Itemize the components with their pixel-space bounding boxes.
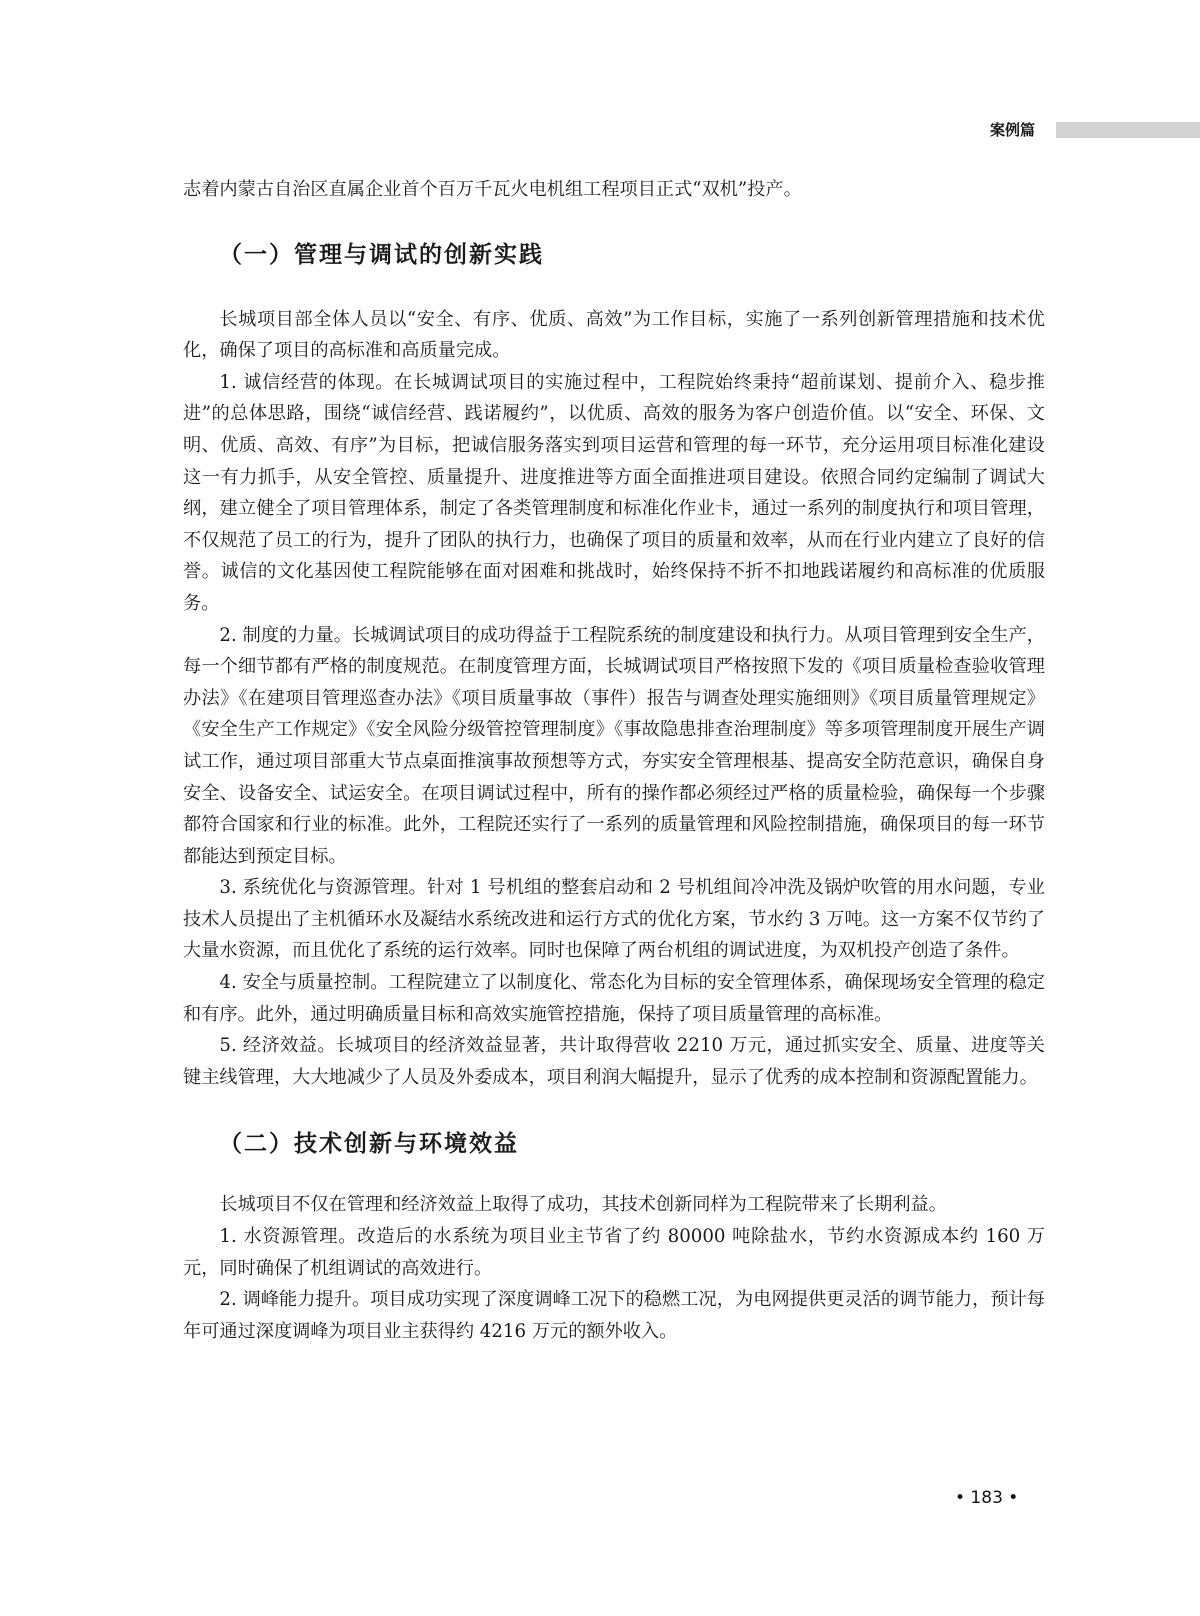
section-heading-1: （一）管理与调试的创新实践 bbox=[219, 240, 544, 268]
page-body bbox=[183, 174, 1045, 1347]
section2-item-2: 2. 调峰能力提升。项目成功实现了深度调峰工况下的稳燃工况，为电网提供更灵活的调节能力，预计每年可通过深度调峰为项目业主获得约 4216 万元的额外收入。 bbox=[183, 1289, 1045, 1342]
section1-intro: 长城项目部全体人员以“安全、有序、优质、高效”为工作目标，实施了一系列创新管理措施和技术优化，确保了项目的高标准和高质量完成。 bbox=[183, 308, 1045, 362]
section1-item-1: 1. 诚信经营的体现。在长城调试项目的实施过程中，工程院始终秉持“超前谋划、提前介入、稳步推进”的总体思路，围绕“诚信经营、践诺履约”，以优质、高效的服务为客户创造价值。以“安全、环保、文明、优质、高效、有序”为目标，把诚信服务落实到项目运营和管理的每一环节，充分运用项目标准化建设这一有力抓手，从安全管控、质量提升、进度推进等方面全面推进项目建设。依照合同约定编制了调试大纲，建立健全了项目管理体系，制定了各类管理制度和标准化作业卡，通过一系列的制度执行和项目管理，不仅规范了员工的行为，提升了团队的执行力，也确保了项目的质量和效率，从而在行业内建立了良好的信誉。诚信的文化基因使工程院能够在面对困难和挑战时，始终保持不折不扣地践诺履约和高标准的优质服务。 bbox=[183, 371, 1045, 614]
page-number: • 183 • bbox=[955, 1488, 1019, 1508]
section1-item-2: 2. 制度的力量。长城调试项目的成功得益于工程院系统的制度建设和执行力。从项目管理到安全生产，每一个细节都有严格的制度规范。在制度管理方面，长城调试项目严格按照下发的《项目质量检查验收管理办法》《在建项目管理巡查办法》《项目质量事故（事件）报告与调查处理实施细则》《项目质量管理规定》《安全生产工作规定》《安全风险分级管控管理制度》《事故隐患排查治理制度》等多项管理制度开展生产调试工作，通过项目部重大节点桌面推演事故预想等方式，夯实安全管理根基、提高安全防范意识，确保自身安全、设备安全、试运安全。在项目调试过程中，所有的操作都必须经过严格的质量检验，确保每一个步骤都符合国家和行业的标准。此外，工程院还实行了一系列的质量管理和风险控制措施，确保项目的每一环节都能达到预定目标。 bbox=[183, 624, 1045, 867]
section1-item-5: 5. 经济效益。长城项目的经济效益显著，共计取得营收 2210 万元，通过抓实安全、质量、进度等关键主线管理，大大地减少了人员及外委成本，项目利润大幅提升，显示了优秀的成本控制和资源配置能力。 bbox=[183, 1035, 1045, 1088]
section1-item-4: 4. 安全与质量控制。工程院建立了以制度化、常态化为目标的安全管理体系，确保现场安全管理的稳定和有序。此外，通过明确质量目标和高效实施管控措施，保持了项目质量管理的高标准。 bbox=[183, 972, 1045, 1025]
section2-item-1: 1. 水资源管理。改造后的水系统为项目业主节省了约 80000 吨除盐水，节约水资源成本约 160 万元，同时确保了机组调试的高效进行。 bbox=[183, 1226, 1045, 1279]
section2-intro: 长城项目不仅在管理和经济效益上取得了成功，其技术创新同样为工程院带来了长期利益。 bbox=[219, 1194, 947, 1216]
section-heading-2: （二）技术创新与环境效益 bbox=[219, 1130, 519, 1158]
section-label: 案例篇 bbox=[990, 121, 1036, 139]
section-tab-bar bbox=[1056, 122, 1200, 138]
continued-paragraph: 志着内蒙古自治区直属企业首个百万千瓦火电机组工程项目正式“双机”投产。 bbox=[183, 179, 802, 200]
section1-item-3: 3. 系统优化与资源管理。针对 1 号机组的整套启动和 2 号机组间冷冲洗及锅炉吹管的用水问题，专业技术人员提出了主机循环水及凝结水系统改进和运行方式的优化方案，节水约 3 万吨。这一方案不仅节约了大量水资源，而且优化了系统的运行效率。同时也保障了两台机组的调试进度，为双机投产创造了条件。 bbox=[183, 877, 1045, 962]
